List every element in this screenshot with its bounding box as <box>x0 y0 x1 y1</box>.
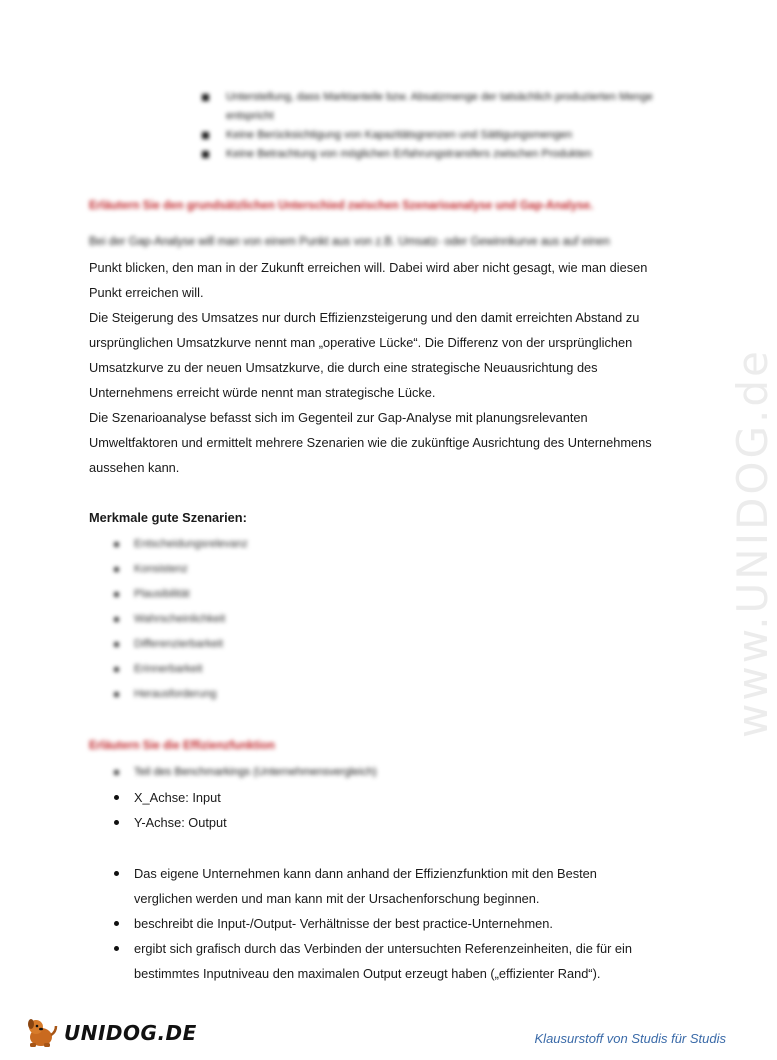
list-item-text: beschreibt die Input-/Output- Verhältnisse der best practice-Unternehmen. <box>134 916 553 931</box>
list-item-text: Erinnerbarkeit <box>134 663 203 675</box>
square-bullet-icon <box>202 151 209 158</box>
list-item-text: Unterstellung, dass Marktanteile bzw. Absatzmenge der tatsächlich produzierten Menge entspricht <box>226 91 653 122</box>
list-item <box>112 785 377 810</box>
list-item <box>112 682 248 707</box>
bullet-icon <box>114 567 119 572</box>
section-title: Merkmale gute Szenarien: <box>89 510 247 525</box>
dog-mascot-icon <box>24 1015 58 1049</box>
answer-paragraph: Punkt blicken, den man in der Zukunft erreichen will. Dabei wird aber nicht gesagt, wie man diesen Punkt erreichen will. Die Steigerung des Umsatzes nur durch Effizienzsteigerung und den damit erreichten Abstand zu ursprünglichen Umsatzkurve nennt man „operative Lücke“. Die Differenz von der ursprünglichen Umsatzkurve zu der neuen Umsatzkurve, die durch eine strategische Neuausrichtung des Unternehmens erreicht würde nennt man strategische Lücke. Die Szenarioanalyse befasst sich im Gegenteil zur Gap-Analyse mit planungsrelevanten Umweltfaktoren und ermittelt mehrere Szenarien wie die zukünftige Ausrichtung des Unternehmens aussehen kann. <box>89 260 652 475</box>
effizienz-list-b <box>112 861 657 986</box>
bullet-icon <box>114 820 119 825</box>
list-item <box>112 607 248 632</box>
bullet-icon <box>114 542 119 547</box>
list-item-text: Keine Berücksichtigung von Kapazitätsgrenzen und Sättigungsmengen <box>226 129 573 141</box>
question-heading: Erläutern Sie den grundsätzlichen Unterschied zwischen Szenarioanalyse und Gap-Analyse. <box>89 200 594 212</box>
bullet-icon <box>114 795 119 800</box>
answer-line-blurred: Bei der Gap-Analyse will man von einem Punkt aus von z.B. Umsatz- oder Gewinnkurve aus auf einen <box>89 236 610 248</box>
watermark-text: www.UNIDOG.de <box>728 348 777 738</box>
merkmale-list <box>112 532 248 707</box>
list-item <box>200 88 660 126</box>
question-heading: Erläutern Sie die Effizienzfunktion <box>89 740 275 752</box>
list-item <box>112 557 248 582</box>
list-item <box>112 760 377 785</box>
bullet-icon <box>114 667 119 672</box>
list-item-text: Entscheidungsrelevanz <box>134 538 248 550</box>
list-item <box>200 126 660 145</box>
list-item-text: Konsistenz <box>134 563 188 575</box>
list-item-text: Das eigene Unternehmen kann dann anhand der Effizienzfunktion mit den Besten verglichen werden und man kann mit der Ursachenforschung beginnen. <box>134 866 597 906</box>
footer-logo <box>24 1015 197 1053</box>
brand-name: UNIDOG.DE <box>64 1021 197 1045</box>
bullet-icon <box>114 770 119 775</box>
list-item <box>112 657 248 682</box>
list-item-text: Differenzierbarkeit <box>134 638 224 650</box>
bullet-icon <box>114 592 119 597</box>
square-bullet-icon <box>202 132 209 139</box>
list-item-text: Y-Achse: Output <box>134 815 227 830</box>
watermark <box>680 280 777 740</box>
list-item-text: X_Achse: Input <box>134 790 221 805</box>
list-item <box>112 911 657 936</box>
bullet-icon <box>114 642 119 647</box>
bullet-icon <box>114 617 119 622</box>
list-item-text: Herausforderung <box>134 688 217 700</box>
list-item <box>112 532 248 557</box>
list-item <box>112 936 657 986</box>
footer-tagline: Klausurstoff von Studis für Studis <box>534 1031 726 1046</box>
top-bullet-list <box>200 88 660 164</box>
list-item <box>200 145 660 164</box>
list-item-text: Wahrscheinlichkeit <box>134 613 226 625</box>
effizienz-list-a <box>112 760 377 835</box>
list-item-text: Plausibilität <box>134 588 190 600</box>
list-item <box>112 861 657 911</box>
list-item-text: Keine Betrachtung von möglichen Erfahrungstransfers zwischen Produkten <box>226 148 592 160</box>
square-bullet-icon <box>202 94 209 101</box>
bullet-icon <box>114 921 119 926</box>
bullet-icon <box>114 692 119 697</box>
list-item <box>112 632 248 657</box>
list-item <box>112 582 248 607</box>
bullet-icon <box>114 871 119 876</box>
list-item <box>112 810 377 835</box>
list-item-text: Teil des Benchmarkings (Unternehmensvergleich) <box>134 766 377 778</box>
bullet-icon <box>114 946 119 951</box>
list-item-text: ergibt sich grafisch durch das Verbinden der untersuchten Referenzeinheiten, die für ein bestimmtes Inputniveau den maximalen Output erzeugt haben („effizienter Rand“). <box>134 941 632 981</box>
